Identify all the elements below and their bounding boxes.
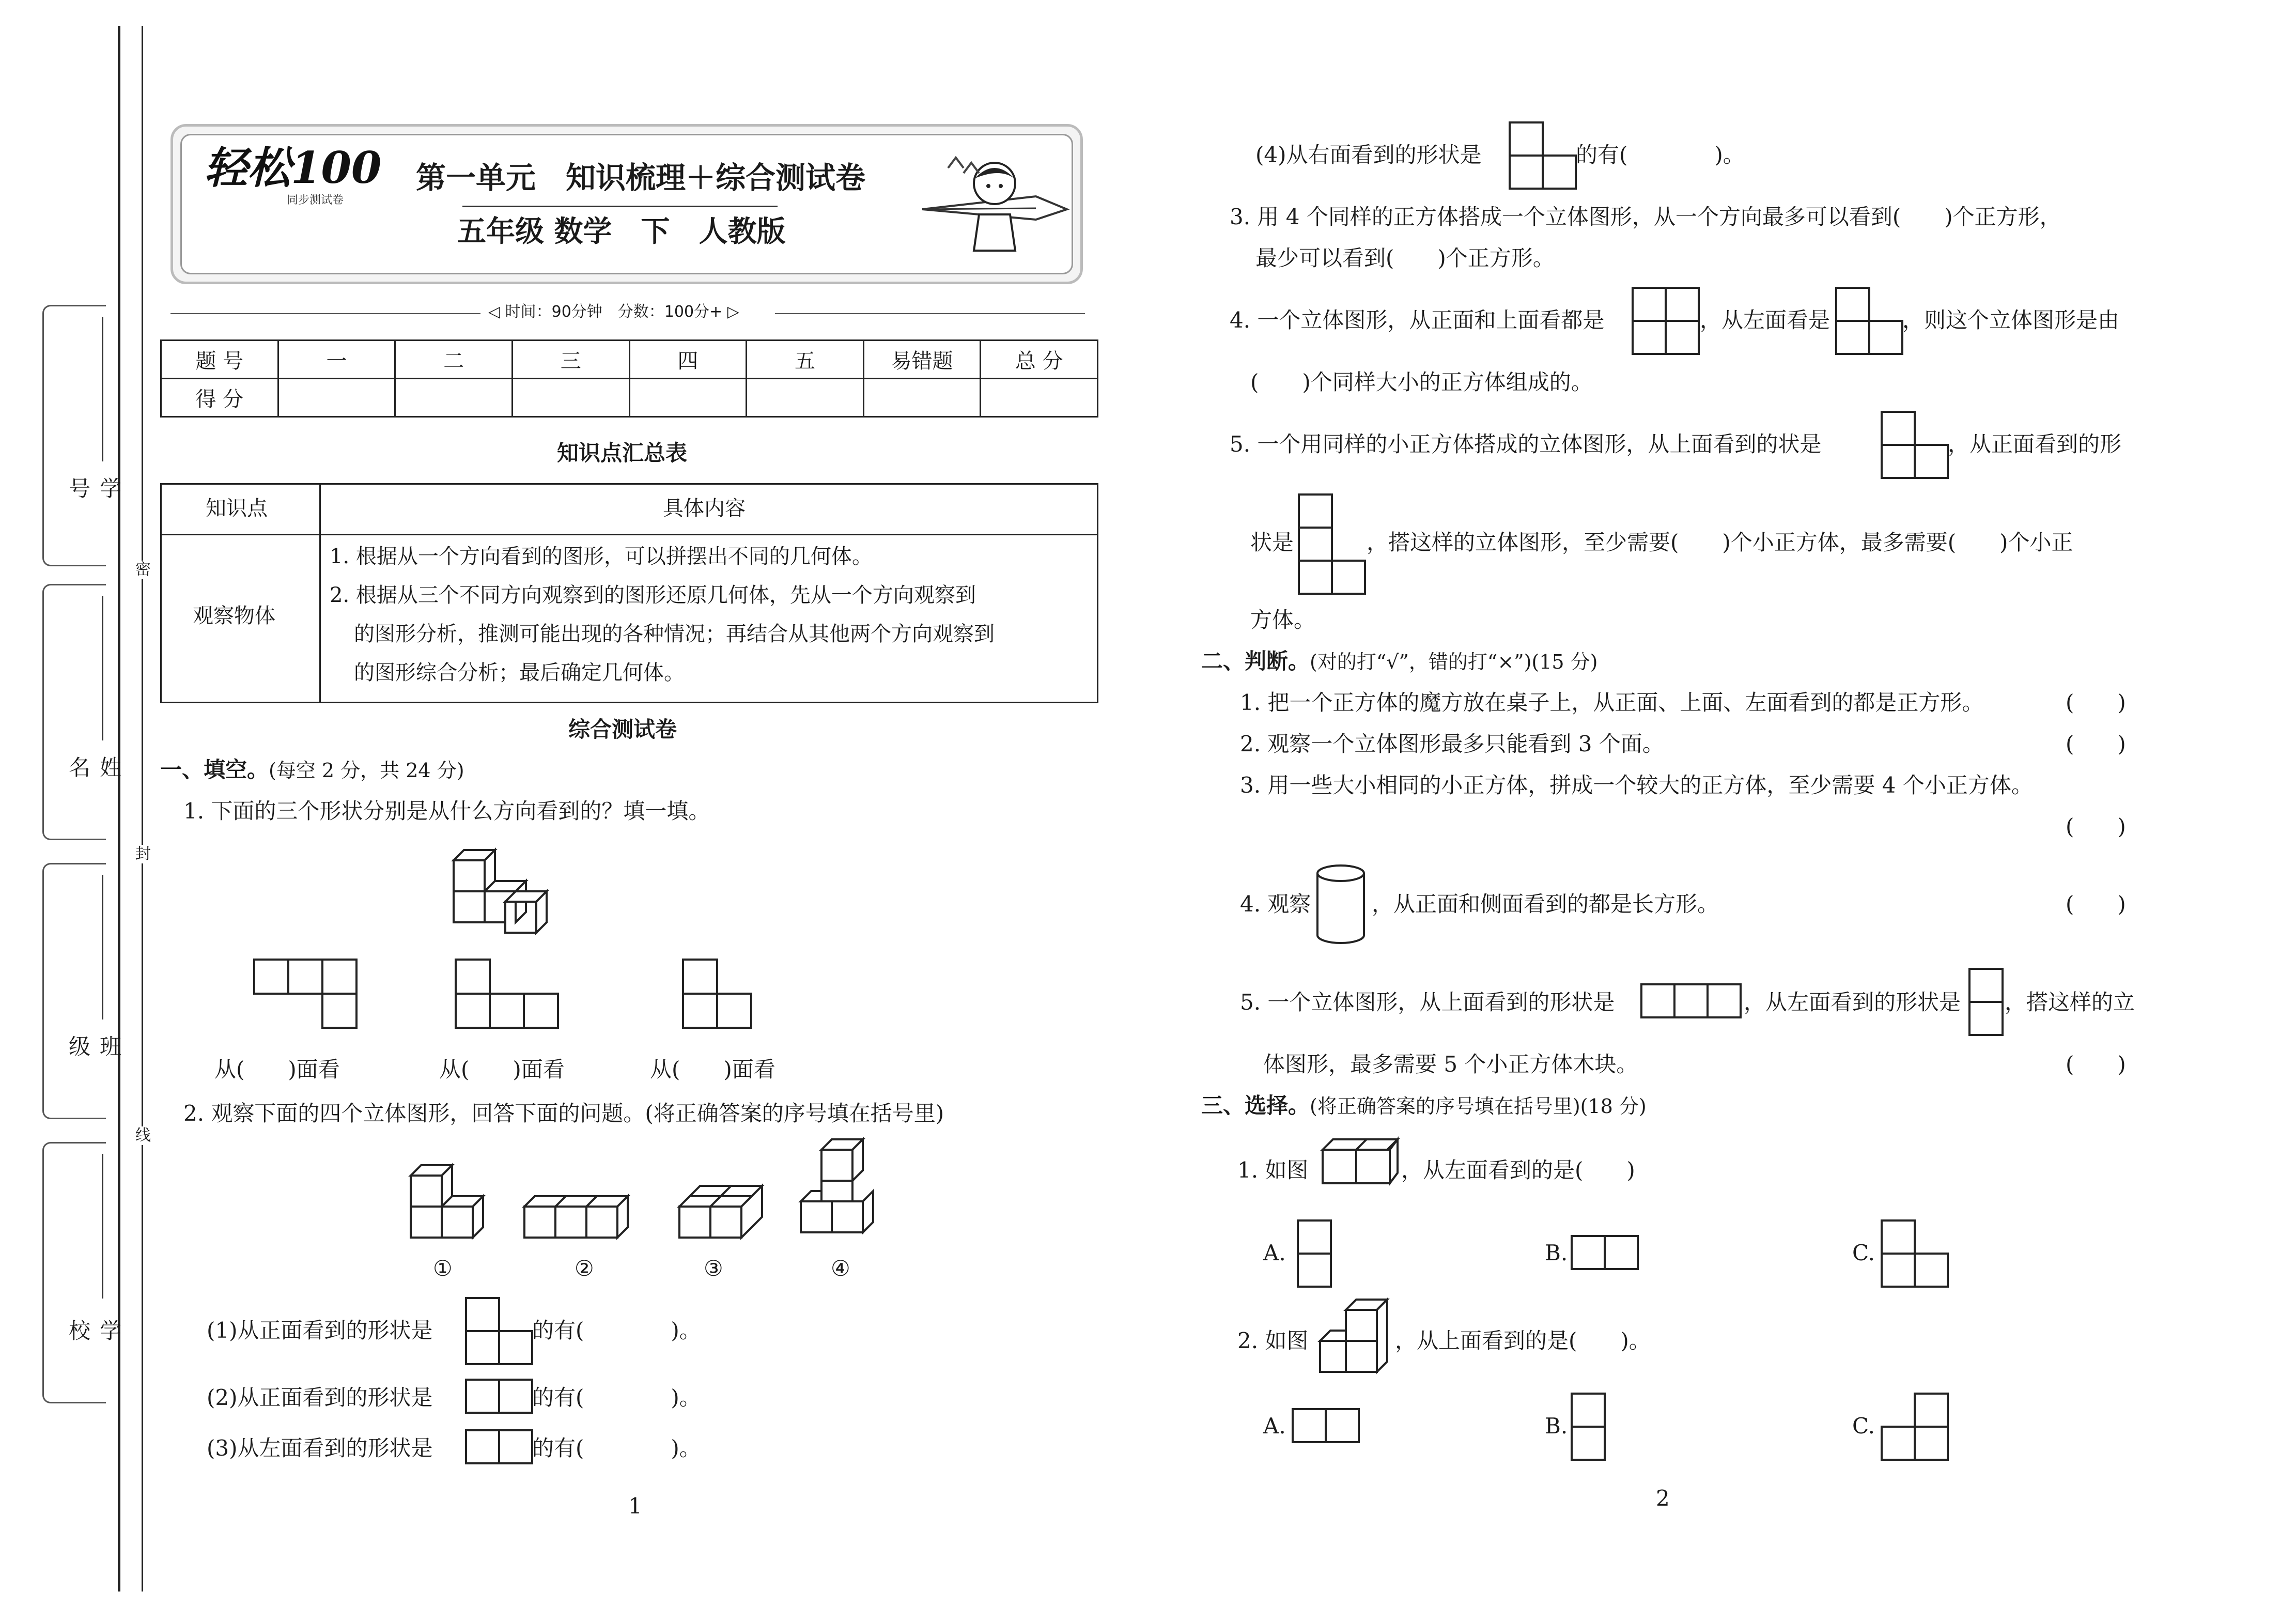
q2-4-post[interactable]: 的有( )。 [1576,142,1745,167]
knowledge-col-content: 具体内容 [663,497,746,520]
title-underline [462,206,778,207]
page-number-1: 1 [628,1493,642,1519]
q2-figure-2 [519,1155,654,1243]
score-table-header: 一 [278,341,395,379]
q1-text: 1. 下面的三个形状分别是从什么方向看到的？填一填。 [183,798,710,824]
q2-figure-3 [674,1155,783,1243]
school-field[interactable] [42,1142,122,1403]
knowledge-col-topic: 知识点 [206,497,268,520]
choice-1-shape-c[interactable] [1881,1219,1953,1289]
q3-line-2: 最少可以看到( )个正方形。 [1255,245,1555,271]
q2-figure-4 [796,1134,899,1248]
knowledge-topic: 观察物体 [193,604,275,628]
q2-4-shape [1509,121,1581,191]
cylinder-icon [1315,863,1367,951]
score-table-header: 四 [629,341,747,379]
q2-1-pre: (1)从正面看到的形状是 [207,1318,433,1343]
q2-text: 2. 观察下面的四个立体图形，回答下面的问题。(将正确答案的序号填在括号里) [183,1101,944,1126]
score-cell[interactable] [395,379,513,417]
score-cell[interactable] [629,379,747,417]
q5-part-c: 状是 [1250,530,1294,555]
q1-view-shape-3 [682,959,754,1031]
q2-2-shape [465,1379,537,1415]
judge-5-shape-left [1968,968,2005,1038]
q5-part-e: 方体。 [1250,607,1316,632]
score-table-header: 总 分 [981,341,1098,379]
choice-2-option-b[interactable]: B. [1545,1413,1568,1439]
judge-2-answer[interactable]: ( ) [2066,731,2126,756]
judge-4-answer[interactable]: ( ) [2066,891,2126,917]
choice-1-option-b[interactable]: B. [1545,1240,1568,1265]
q1-answer-1[interactable]: 从( )面看 [214,1057,340,1082]
q5-shape-front [1298,493,1370,597]
page-title: 第一单元 知识梳理＋综合测试卷 [416,160,866,195]
student-number-label: 学 号 [66,477,122,514]
q2-4-pre: (4)从右面看到的形状是 [1255,142,1482,167]
student-number-field[interactable] [42,305,122,566]
class-label: 班 级 [66,1035,122,1072]
score-cell[interactable] [981,379,1098,417]
knowledge-table [160,483,1098,703]
knowledge-title: 知识点汇总表 [557,440,688,466]
brand-logo: 轻松100 [204,142,382,193]
q1-answer-3[interactable]: 从( )面看 [650,1057,775,1082]
write-line [102,875,103,1019]
judge-1: 1. 把一个正方体的魔方放在桌子上，从正面、上面、左面看到的都是正方形。 [1240,690,1984,715]
q5-part-d: ，搭这样的立体图形，至少需要( )个小正方体，最多需要( )个小正 [1367,530,2073,555]
section2-heading: 二、判断。(对的打“√”，错的打“×”)(15 分) [1201,648,1598,674]
write-line [102,596,103,740]
write-line [102,1154,103,1299]
q1-view-shape-2 [455,959,563,1031]
name-label: 姓 名 [66,756,122,793]
judge-4-part-a: 4. 观察 [1240,891,1311,917]
score-cell[interactable] [747,379,864,417]
q4-line-2: ( )个同样大小的正方体组成的。 [1250,369,1593,395]
choice-2-shape-c[interactable] [1881,1393,1953,1462]
choice-1-part-a: 1. 如图 [1237,1157,1309,1183]
score-cell[interactable] [278,379,395,417]
q3-line-1: 3. 用 4 个同样的正方体搭成一个立体图形，从一个方向最多可以看到( )个正方形， [1230,204,2061,229]
score-table-header: 易错题 [863,341,981,379]
seal-word-2: 封 [135,845,151,863]
brand-subtitle: 同步测试卷 [287,194,344,207]
q4-part-a: 4. 一个立体图形，从正面和上面看都是 [1230,307,1605,333]
q5-part-a: 5. 一个用同样的小正方体搭成的立体图形，从上面看到的状是 [1230,431,1822,457]
q2-label-4: ④ [831,1256,850,1281]
judge-5-part-b: ，从左面看到的形状是 [1744,990,1961,1015]
q2-2-pre: (2)从正面看到的形状是 [207,1385,433,1410]
knowledge-item-2b: 的图形分析，推测可能出现的各种情况；再结合从其他两个方向观察到 [354,622,995,646]
q2-label-3: ③ [704,1256,723,1281]
write-line [102,317,103,461]
score-table-header: 三 [512,341,629,379]
score-row-label: 得 分 [161,379,278,417]
knowledge-item-2c: 的图形综合分析；最后确定几何体。 [354,661,685,685]
score-table [160,339,1098,418]
judge-5-answer[interactable]: ( ) [2066,1052,2126,1077]
choice-2-shape-b[interactable] [1571,1393,1607,1462]
choice-2-shape-a[interactable] [1292,1408,1364,1444]
test-title: 综合测试卷 [568,717,677,742]
judge-3-answer[interactable]: ( ) [2066,814,2126,839]
score-table-header: 二 [395,341,513,379]
judge-5-line-2: 体图形，最多需要 5 个小正方体木块。 [1263,1052,1638,1077]
judge-5-part-a: 5. 一个立体图形，从上面看到的形状是 [1240,990,1615,1015]
binding-line-thin [142,26,143,1591]
q2-3-shape [465,1429,537,1465]
q5-part-b: ，从正面看到的形 [1948,431,2122,457]
section3-heading: 三、选择。(将正确答案的序号填在括号里)(18 分) [1201,1093,1647,1118]
time-score-info: ◁ 时间：90分钟 分数：100分+ ▷ [488,303,739,321]
choice-1-option-a[interactable]: A. [1263,1240,1286,1265]
q2-3-post[interactable]: 的有( )。 [532,1435,701,1461]
score-table-header: 五 [747,341,864,379]
q4-shape-front-top [1632,287,1704,357]
judge-5-part-c: ，搭这样的立 [2005,990,2135,1015]
q4-part-c: ，则这个立体图形是由 [1902,307,2120,333]
choice-2-part-a: 2. 如图 [1237,1328,1309,1353]
school-label: 学 校 [66,1319,122,1356]
choice-2-option-c[interactable]: C. [1852,1413,1875,1439]
judge-2: 2. 观察一个立体图形最多只能看到 3 个面。 [1240,731,1664,756]
knowledge-item-2a: 2. 根据从三个不同方向观察到的图形还原几何体，先从一个方向观察到 [330,583,976,607]
name-field[interactable] [42,584,122,840]
judge-1-answer[interactable]: ( ) [2066,690,2126,715]
rule-left [170,313,480,314]
q2-label-1: ① [433,1256,453,1281]
choice-2-figure [1315,1292,1392,1380]
score-cell[interactable] [512,379,629,417]
q2-figure-1 [406,1155,499,1243]
q1-cube-figure [448,845,583,938]
judge-3: 3. 用一些大小相同的小正方体，拼成一个较大的正方体，至少需要 4 个小正方体。 [1240,772,2033,798]
q2-label-2: ② [575,1256,594,1281]
header-banner [170,124,1083,284]
section1-heading: 一、填空。(每空 2 分，共 24 分) [160,757,464,782]
q4-part-b: ，从左面看是 [1700,307,1830,333]
choice-2-part-b: ，从上面看到的是( )。 [1395,1328,1651,1353]
judge-4-part-b: ，从正面和侧面看到的都是长方形。 [1372,891,1719,917]
choice-1-shape-a[interactable] [1297,1219,1333,1289]
class-field[interactable] [42,863,122,1119]
q2-2-post[interactable]: 的有( )。 [532,1385,701,1410]
knowledge-item-1: 1. 根据从一个方向看到的图形，可以拼摆出不同的几何体。 [330,545,873,568]
rule-right [775,313,1085,314]
q2-3-pre: (3)从左面看到的形状是 [207,1435,433,1461]
q1-answer-2[interactable]: 从( )面看 [439,1057,565,1082]
q2-1-shape [465,1297,537,1367]
seal-word-3: 线 [135,1126,151,1145]
choice-2-option-a[interactable]: A. [1263,1413,1286,1439]
choice-1-figure [1320,1134,1398,1191]
judge-5-shape-top [1640,983,1744,1019]
q4-shape-left [1835,287,1907,357]
q1-view-shape-1 [253,959,362,1031]
boy-reading-illustration [917,147,1072,266]
q5-shape-top [1881,411,1953,481]
choice-1-option-c[interactable]: C. [1852,1240,1875,1265]
choice-1-part-b: ，从左面看到的是( ) [1401,1157,1635,1183]
score-table-header: 题 号 [161,341,278,379]
choice-1-shape-b[interactable] [1571,1235,1643,1271]
score-cell[interactable] [863,379,981,417]
page-number-2: 2 [1656,1486,1670,1511]
page-subtitle: 五年级 数学 下 人教版 [457,214,786,249]
seal-word-1: 密 [135,561,151,579]
q2-1-post[interactable]: 的有( )。 [532,1318,701,1343]
